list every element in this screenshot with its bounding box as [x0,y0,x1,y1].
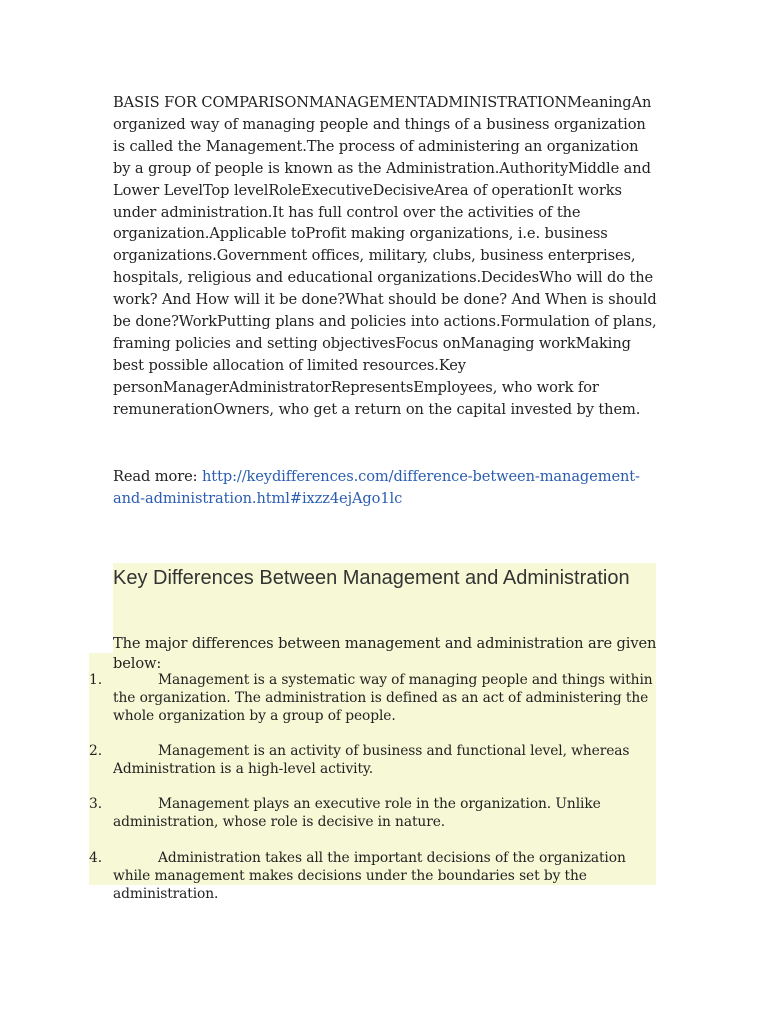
read-more-label: Read more: [113,468,202,485]
list-item-number: 3. [89,796,103,812]
read-more-line [113,466,658,510]
list-item-number: 2. [89,743,103,759]
list-item-text: Administration takes all the important decisions of the organization while management makes decisions under the boundaries set by the administration. [113,850,626,902]
list-item-number: 1. [89,672,103,688]
read-more-link[interactable]: http://keydifferences.com/difference-between-management-and-administration.html#ixzz4ejAgo1lc [113,468,640,507]
section-heading: Key Differences Between Management and Administration [113,567,630,589]
list-item-number: 4. [89,850,103,866]
list-item-text: Management is an activity of business and functional level, whereas Administration is a high-level activity. [113,743,630,777]
comparison-text: BASIS FOR COMPARISONMANAGEMENTADMINISTRATIONMeaningAn organized way of managing people and things of a business organization is called the Management.The process of administering an organization by a group of people is known as the Administration.AuthorityMiddle and Lower LevelTop levelRoleExecutiveDecisiveArea of operationIt works under administration.It has full control over the activities of the organization.Applicable toProfit making organizations, i.e. business organizations.Government offices, military, clubs, business enterprises, hospitals, religious and educational organizations.DecidesWho will do the work? And How will it be done?What should be done? And When is should be done?WorkPutting plans and policies into actions.Formulation of plans, framing policies and setting objectivesFocus onManaging workMaking best possible allocation of limited resources.Key personManagerAdministratorRepresentsEmployees, who work for remunerationOwners, who get a return on the capital invested by them. [113,94,657,418]
list-item-3 [89,795,656,831]
list-item-1 [89,671,656,725]
section-lead: The major differences between management and administration are given below: [113,635,657,672]
list-item-2 [89,742,656,778]
list-item-text: Management plays an executive role in the organization. Unlike administration, whose role is decisive in nature. [113,796,601,830]
list-item-text: Management is a systematic way of managing people and things within the organization. The administration is defined as an act of administering the whole organization by a group of people. [113,672,653,724]
list-item-4 [89,849,656,903]
